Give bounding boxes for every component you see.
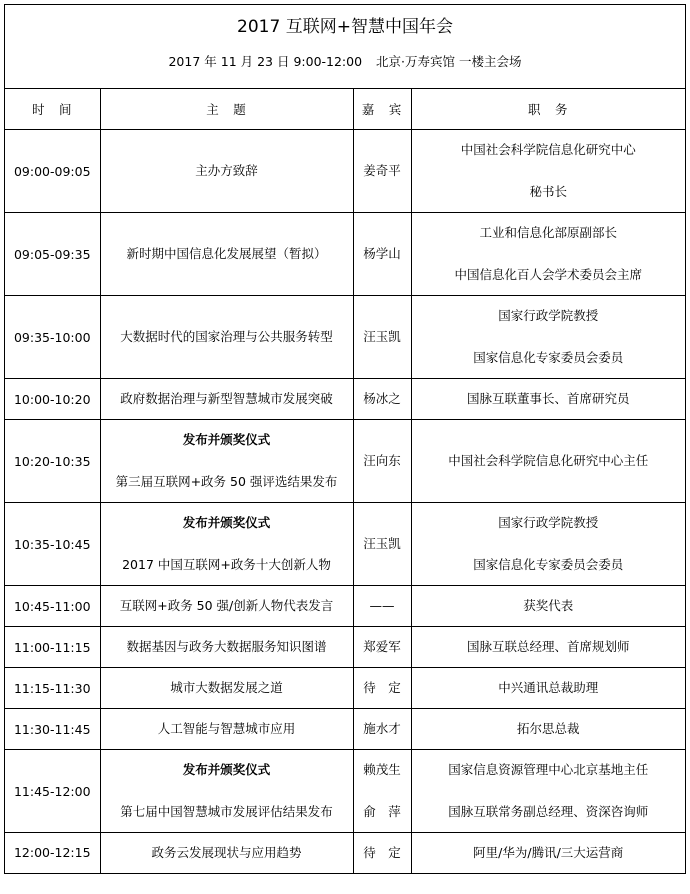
position-cell	[411, 213, 685, 296]
position-text: 拓尔思总裁	[516, 721, 580, 736]
topic-text: 政务云发展现状与应用趋势	[151, 844, 302, 860]
column-header-topic: 主 题	[100, 89, 353, 130]
guest-name: ——	[369, 598, 395, 613]
position-text: 秘书长	[529, 184, 567, 199]
guest-cell	[353, 420, 411, 503]
table-header-row	[5, 89, 685, 130]
table-row	[5, 709, 685, 750]
guest-cell	[353, 503, 411, 586]
guest-name: 赖茂生	[363, 762, 401, 777]
guest-cell	[353, 586, 411, 627]
topic-text: 城市大数据发展之道	[170, 680, 283, 695]
topic-text: 互联网+政务 50 强/创新人物代表发言	[119, 598, 334, 613]
topic-text: 主办方致辞	[195, 163, 258, 178]
table-row	[5, 627, 685, 668]
position-text: 阿里/华为/腾讯/三大运营商	[473, 844, 624, 860]
guest-name: 待 定	[363, 844, 401, 860]
topic-text: 新时期中国信息化发展展望（暂拟）	[126, 246, 327, 261]
topic-cell	[100, 833, 353, 873]
time-cell: 10:20-10:35	[5, 420, 100, 503]
guest-name: 施水才	[363, 721, 401, 736]
topic-text: 政府数据治理与新型智慧城市发展突破	[120, 391, 333, 406]
guest-name: 俞 萍	[363, 804, 401, 819]
event-venue: 北京·万寿宾馆 一楼主会场	[376, 54, 522, 69]
topic-cell	[100, 586, 353, 627]
position-text: 国家行政学院教授	[498, 515, 599, 530]
position-cell	[411, 130, 685, 213]
ceremony-label: 发布并颁奖仪式	[182, 432, 271, 447]
guest-cell	[353, 750, 411, 833]
column-header-guest: 嘉 宾	[353, 89, 411, 130]
time-cell: 11:15-11:30	[5, 668, 100, 709]
guest-name: 郑爱军	[363, 639, 401, 654]
guest-cell	[353, 627, 411, 668]
topic-text: 大数据时代的国家治理与公共服务转型	[120, 329, 333, 344]
guest-name: 待 定	[363, 680, 401, 695]
topic-cell	[100, 627, 353, 668]
table-row	[5, 130, 685, 213]
topic-cell	[100, 379, 353, 420]
table-row	[5, 503, 685, 586]
topic-cell	[100, 213, 353, 296]
position-text: 国脉互联董事长、首席研究员	[466, 391, 630, 406]
guest-cell	[353, 833, 411, 873]
table-row	[5, 420, 685, 503]
time-cell: 09:00-09:05	[5, 130, 100, 213]
column-header-position: 职 务	[411, 89, 685, 130]
table-row	[5, 833, 685, 873]
table-row	[5, 213, 685, 296]
topic-text: 人工智能与智慧城市应用	[157, 721, 296, 736]
guest-name: 汪玉凯	[363, 536, 401, 551]
position-cell	[411, 586, 685, 627]
position-text: 获奖代表	[523, 598, 574, 613]
position-text: 国脉互联常务副总经理、资深咨询师	[448, 804, 649, 819]
position-text: 国家行政学院教授	[498, 308, 599, 323]
position-text: 中兴通讯总裁助理	[498, 680, 599, 695]
position-cell	[411, 709, 685, 750]
topic-text: 2017 中国互联网+政务十大创新人物	[122, 557, 331, 572]
event-date: 2017 年 11 月 23 日 9:00-12:00	[168, 54, 363, 69]
guest-name: 杨冰之	[363, 391, 401, 406]
position-text: 中国信息化百人会学术委员会主席	[454, 267, 642, 282]
guest-name: 杨学山	[363, 246, 401, 261]
topic-text: 第七届中国智慧城市发展评估结果发布	[120, 804, 333, 819]
position-cell	[411, 627, 685, 668]
position-cell	[411, 503, 685, 586]
guest-name: 汪玉凯	[363, 329, 401, 344]
time-cell: 10:45-11:00	[5, 586, 100, 627]
position-text: 工业和信息化部原副部长	[479, 225, 617, 240]
guest-cell	[353, 213, 411, 296]
agenda-sheet	[4, 4, 686, 874]
agenda-header	[5, 5, 685, 89]
page-title: 2017 互联网+智慧中国年会	[237, 17, 453, 37]
topic-text: 第三届互联网+政务 50 强评选结果发布	[115, 474, 338, 489]
position-text: 国家信息资源管理中心北京基地主任	[448, 762, 649, 777]
topic-cell	[100, 296, 353, 379]
table-row	[5, 750, 685, 833]
position-text: 国家信息化专家委员会委员	[473, 350, 624, 365]
table-row	[5, 296, 685, 379]
column-header-time: 时 间	[5, 89, 100, 130]
position-text: 中国社会科学院信息化研究中心	[460, 142, 636, 157]
position-cell	[411, 420, 685, 503]
time-cell: 11:00-11:15	[5, 627, 100, 668]
time-cell: 12:00-12:15	[5, 833, 100, 873]
guest-cell	[353, 296, 411, 379]
position-cell	[411, 668, 685, 709]
guest-cell	[353, 379, 411, 420]
topic-cell	[100, 420, 353, 503]
position-text: 国脉互联总经理、首席规划师	[466, 639, 630, 654]
topic-cell	[100, 130, 353, 213]
time-cell: 11:30-11:45	[5, 709, 100, 750]
time-cell: 09:35-10:00	[5, 296, 100, 379]
guest-cell	[353, 668, 411, 709]
position-cell	[411, 296, 685, 379]
position-text: 国家信息化专家委员会委员	[473, 557, 624, 572]
guest-cell	[353, 709, 411, 750]
topic-cell	[100, 668, 353, 709]
ceremony-label: 发布并颁奖仪式	[182, 762, 271, 777]
position-text: 中国社会科学院信息化研究中心主任	[448, 453, 649, 468]
guest-name: 姜奇平	[363, 163, 401, 178]
position-cell	[411, 833, 685, 873]
topic-cell	[100, 503, 353, 586]
topic-cell	[100, 709, 353, 750]
table-row	[5, 668, 685, 709]
agenda-table	[5, 89, 685, 873]
time-cell: 09:05-09:35	[5, 213, 100, 296]
table-row	[5, 586, 685, 627]
time-cell: 10:00-10:20	[5, 379, 100, 420]
guest-name: 汪向东	[363, 453, 401, 468]
position-cell	[411, 750, 685, 833]
event-info	[5, 44, 685, 72]
time-cell: 10:35-10:45	[5, 503, 100, 586]
guest-cell	[353, 130, 411, 213]
table-row	[5, 379, 685, 420]
time-cell: 11:45-12:00	[5, 750, 100, 833]
topic-cell	[100, 750, 353, 833]
position-cell	[411, 379, 685, 420]
topic-text: 数据基因与政务大数据服务知识图谱	[126, 639, 327, 654]
ceremony-label: 发布并颁奖仪式	[182, 515, 271, 530]
